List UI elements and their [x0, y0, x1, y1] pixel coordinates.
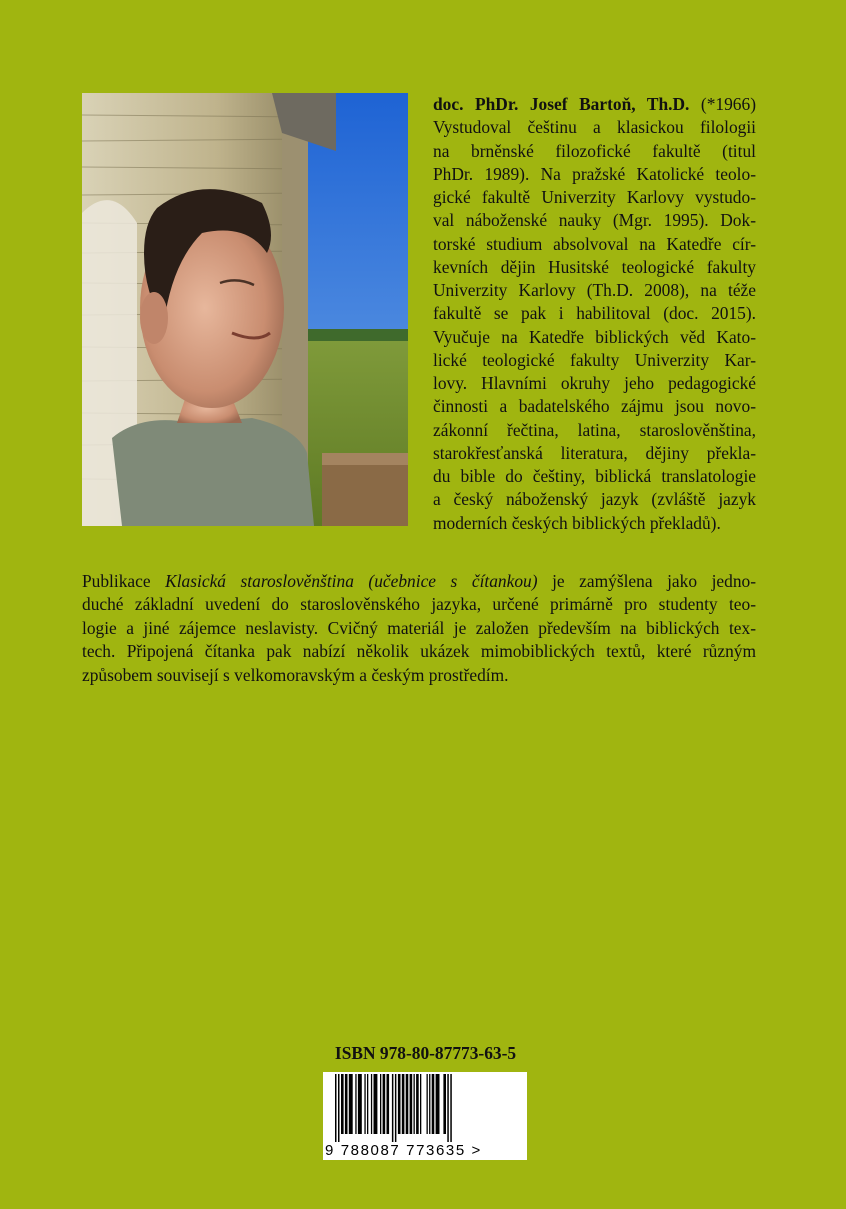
bio-line: činnosti a badatelského zájmu jsou novo-: [433, 396, 756, 417]
barcode-bar: [432, 1074, 435, 1134]
barcode-bar: [414, 1074, 415, 1134]
barcode-bar: [364, 1074, 365, 1134]
isbn-label: ISBN 978-80-87773-63-5: [334, 1043, 517, 1063]
barcode-bar: [416, 1074, 419, 1134]
barcode-bar: [374, 1074, 378, 1134]
bio-line: zákonní řečtina, latina, staroslověnština,: [433, 419, 756, 440]
barcode-bar: [395, 1074, 397, 1142]
bio-line: moderních českých biblických překladů).: [433, 512, 721, 533]
bio-line: a český náboženský jazyk (zvláště jazyk: [433, 489, 756, 510]
bio-line: lovy. Hlavními okruhy jeho pedagogické: [433, 373, 756, 393]
barcode-bar: [398, 1074, 401, 1134]
bio-line: PhDr. 1989). Na pražské Katolické teolo-: [433, 163, 756, 184]
bio-line: gické fakultě Univerzity Karlovy vystudo-: [433, 187, 756, 207]
barcode-bar: [355, 1074, 356, 1134]
barcode-bar: [429, 1074, 430, 1134]
book-title: Klasická staroslověnština (učebnice s čítankou): [165, 571, 538, 591]
barcode-bar: [406, 1074, 409, 1134]
isbn-barcode: [323, 1072, 527, 1160]
barcode-bars: [323, 1072, 527, 1144]
description-line: duché základní uvedení do staroslověnského jazyka, určené primárně pro studenty teo-: [82, 594, 756, 615]
author-name: doc. PhDr. Josef Bartoň, Th.D.: [433, 94, 690, 114]
bio-line: val náboženské nauky (Mgr. 1995). Dok-: [433, 210, 756, 231]
barcode-bar: [447, 1074, 449, 1142]
barcode-bar: [420, 1074, 421, 1134]
barcode-bar: [436, 1074, 440, 1134]
barcode-bar: [427, 1074, 428, 1134]
barcode-bar: [383, 1074, 386, 1134]
bio-line: starokřesťanská literatura, dějiny překla-: [433, 442, 756, 463]
barcode-bar: [345, 1074, 348, 1134]
author-bio: [433, 93, 756, 535]
barcode-bar: [338, 1074, 340, 1142]
description-line: způsobem souvisejí s velkomoravským a českým prostředím.: [82, 664, 509, 685]
description-line: [82, 570, 756, 593]
barcode-bar: [367, 1074, 368, 1134]
barcode-bar: [387, 1074, 390, 1134]
bio-line: Vyučuje na Katedře biblických věd Kato-: [433, 326, 756, 347]
bio-line: torské studium absolvoval na Katedře cír-: [433, 233, 756, 254]
book-description: [82, 570, 756, 687]
barcode-bar: [392, 1074, 394, 1142]
description-prefix: Publikace: [82, 571, 166, 591]
author-photo: [82, 93, 408, 526]
bio-line: fakultě se pak i habilitoval (doc. 2015).: [433, 303, 756, 324]
barcode-digits: 9 788087 773635 >: [325, 1142, 482, 1159]
bio-line: na brněnské filozofické fakultě (titul: [433, 140, 756, 161]
author-birth: (*1966): [689, 94, 756, 114]
barcode-bar: [450, 1074, 452, 1142]
description-line: logie a jiné zájemce neslavisty. Cvičný materiál je založen především na biblických tex-: [82, 617, 756, 638]
barcode-bar: [443, 1074, 446, 1134]
bio-line: Vystudoval češtinu a klasickou filologii: [433, 117, 756, 138]
bio-line: lické teologické fakulty Univerzity Kar-: [433, 349, 756, 370]
barcode-bar: [341, 1074, 344, 1134]
barcode-bar: [335, 1074, 337, 1142]
description-line: tech. Připojená čítanka pak nabízí několik ukázek mimobiblických textů, které různým: [82, 641, 756, 662]
barcode-bar: [358, 1074, 362, 1134]
bio-line: du bible do češtiny, biblická translatologie: [433, 466, 756, 486]
barcode-bar: [371, 1074, 372, 1134]
barcode-bar: [402, 1074, 405, 1134]
bio-line: Univerzity Karlovy (Th.D. 2008), na téže: [433, 280, 756, 300]
description-suffix: je zamýšlena jako jedno-: [537, 571, 756, 591]
author-heading: [433, 93, 756, 116]
barcode-bar: [349, 1074, 353, 1134]
barcode-bar: [380, 1074, 381, 1134]
barcode-bar: [410, 1074, 413, 1134]
bio-line: kevních dějin Husitské teologické fakulty: [433, 256, 756, 277]
